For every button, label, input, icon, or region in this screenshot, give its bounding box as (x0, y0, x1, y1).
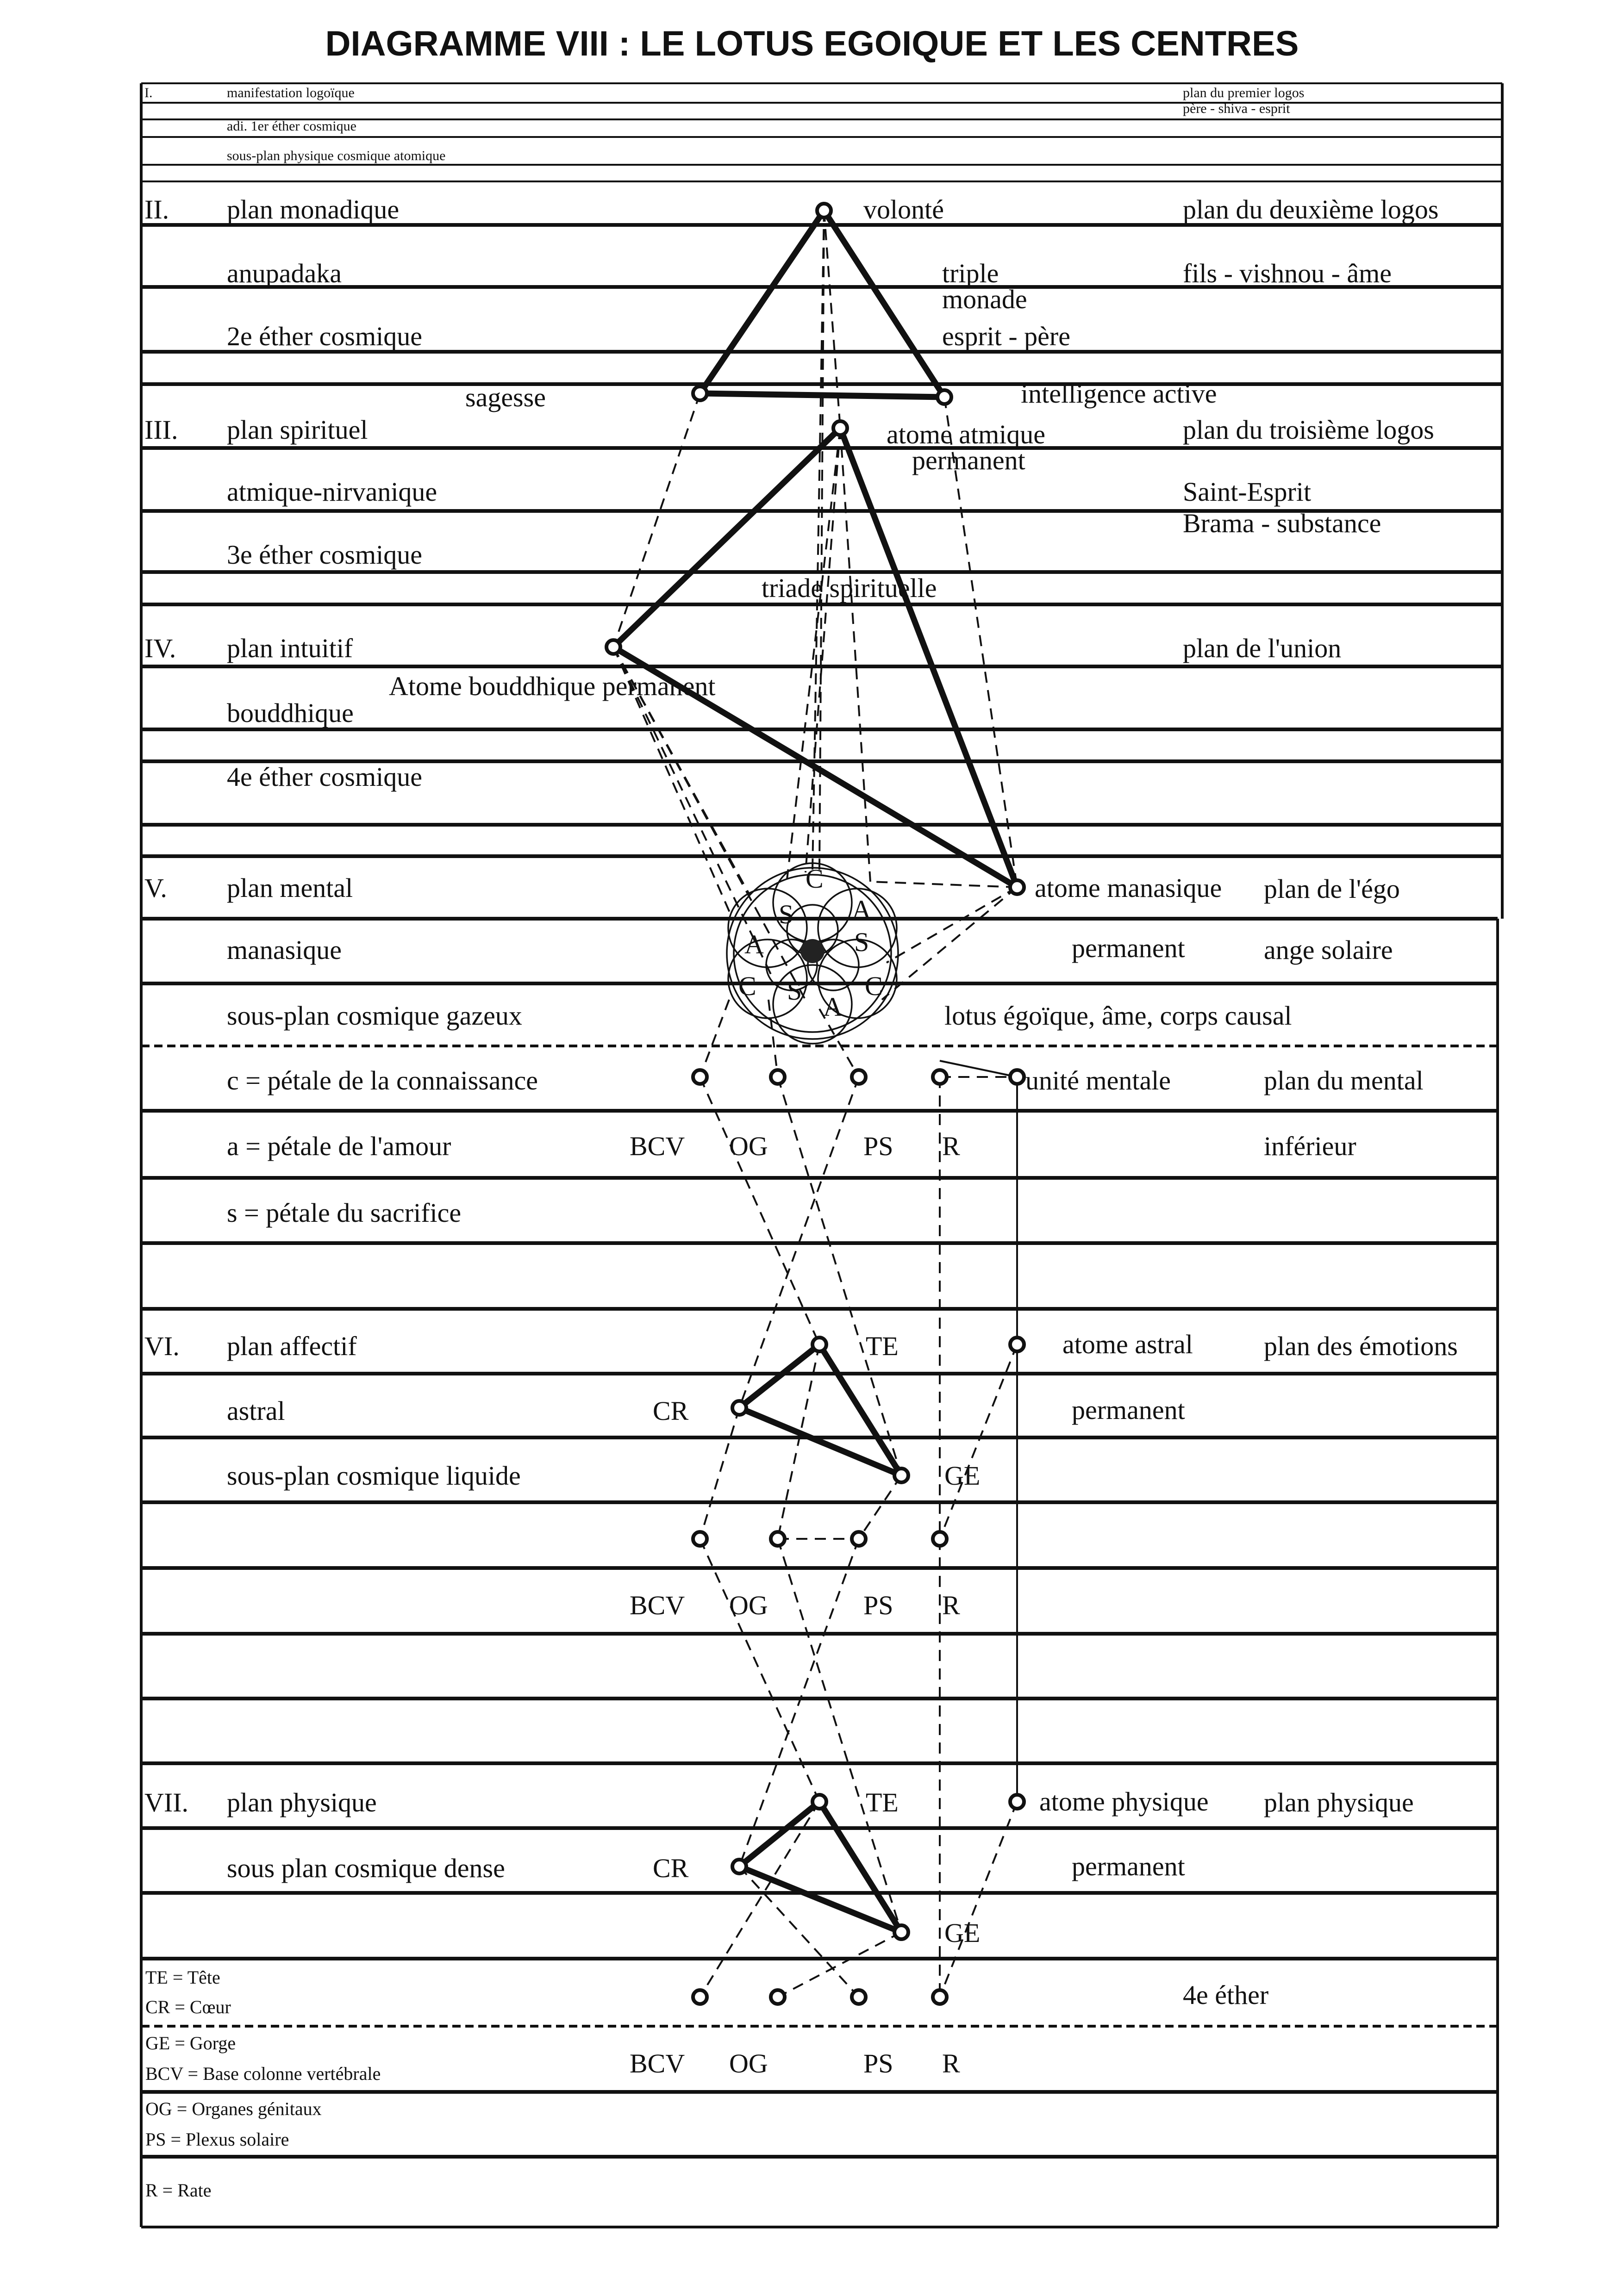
atome-astral-label: atome astral (1062, 1329, 1193, 1359)
legend (145, 1967, 381, 2201)
plane-III-right-2: Saint-Esprit (1183, 477, 1312, 507)
plane-I-line-3: sous-plan physique cosmique atomique (227, 148, 446, 163)
node-physique-te (812, 1795, 826, 1809)
atome-physique-permanent-label: permanent (1072, 1851, 1185, 1881)
plane-V-right-3: plan du mental (1264, 1065, 1424, 1095)
spiritual-triad-triangle (613, 428, 1017, 887)
plane-IV (144, 633, 1341, 792)
node-physique-og (771, 1990, 785, 2004)
node-astral-ge (894, 1468, 908, 1482)
diagram-title: DIAGRAMME VIII : LE LOTUS EGOIQUE ET LES CENTRES (325, 24, 1299, 63)
plane-I (144, 85, 1304, 163)
legend-cr: CR = Cœur (145, 1997, 231, 2017)
centre-label-bcv-astral: BCV (630, 1590, 685, 1620)
node-volonte (817, 204, 831, 218)
plane-II-numeral: II. (144, 194, 169, 224)
node-mental-ps (852, 1070, 866, 1084)
node-astral-bcv (693, 1532, 707, 1546)
physical-triangle (739, 1802, 901, 1932)
lotus-label: lotus égoïque, âme, corps causal (944, 1001, 1292, 1031)
node-mental-og (771, 1070, 785, 1084)
plane-I-line-2: adi. 1er éther cosmique (227, 118, 356, 134)
node-physique-ps (852, 1990, 866, 2004)
plane-IV-row-3: 4e éther cosmique (227, 762, 422, 792)
atome-physique-label: atome physique (1039, 1786, 1209, 1817)
plane-VII-right-1: plan physique (1264, 1787, 1414, 1817)
node-physique-r (933, 1990, 947, 2004)
plane-VI-row-2: astral (227, 1396, 285, 1426)
node-mental-r (933, 1070, 947, 1084)
node-astral-te (812, 1338, 826, 1351)
lotus-letter-a-bottom: A (823, 992, 843, 1022)
lotus-letter-a-upper-right: A (852, 895, 871, 925)
centre-label-og-mental: OG (729, 1131, 768, 1161)
lotus-letter-s-right: S (854, 927, 869, 957)
plane-VII-row-1: plan physique (227, 1787, 377, 1817)
plane-II-row-2: anupadaka (227, 258, 342, 288)
lotus-letter-s-upper-left: S (779, 899, 794, 929)
node-unite-mentale (1010, 1070, 1024, 1084)
lotus-letter-c-top: C (806, 864, 824, 894)
plane-III (144, 415, 1434, 603)
node-atome-manasique (1010, 880, 1024, 894)
atome-astral-permanent-label: permanent (1072, 1395, 1185, 1425)
plane-VI-row-1: plan affectif (227, 1331, 357, 1361)
centre-label-og-physique: OG (729, 2048, 768, 2078)
plane-IV-numeral: IV. (144, 633, 176, 663)
node-astral-cr (732, 1401, 746, 1415)
lotus-letter-c-lower-right: C (865, 971, 883, 1001)
node-physique-cr (732, 1860, 746, 1873)
centre-label-r-astral: R (942, 1590, 960, 1620)
plane-I-numeral: I. (144, 85, 153, 100)
centre-label-ps-astral: PS (863, 1590, 893, 1620)
plane-II-right-2: fils - vishnou - âme (1183, 258, 1392, 288)
lotus-letter-a-left: A (744, 929, 764, 959)
centre-label-bcv-mental: BCV (630, 1131, 685, 1161)
plane-VI-numeral: VI. (144, 1331, 180, 1361)
esprit-pere-label: esprit - père (942, 321, 1070, 351)
centre-label-ps-mental: PS (863, 1131, 893, 1161)
node-astral-og (771, 1532, 785, 1546)
node-atome-bouddhique (606, 640, 620, 654)
ether4-label: 4e éther (1183, 1980, 1269, 2010)
atome-atmique-permanent-label: permanent (912, 445, 1025, 475)
node-atome-astral (1010, 1338, 1024, 1351)
centre-label-te-physique: TE (866, 1787, 899, 1817)
node-mental-bcv (693, 1070, 707, 1084)
legend-ge: GE = Gorge (145, 2033, 236, 2053)
plane-IV-row-1: plan intuitif (227, 633, 353, 663)
plane-II-row-3: 2e éther cosmique (227, 321, 422, 351)
node-sagesse (693, 386, 707, 400)
node-astral-ps (852, 1532, 866, 1546)
node-atome-physique (1010, 1795, 1024, 1809)
plane-V-row-1: plan mental (227, 873, 353, 903)
plane-III-numeral: III. (144, 415, 178, 445)
plane-V-row-2: manasique (227, 935, 342, 965)
plane-VII-numeral: VII. (144, 1787, 189, 1817)
node-astral-r (933, 1532, 947, 1546)
centre-label-r-physique: R (942, 2048, 960, 2078)
plane-V-right-2: ange solaire (1264, 935, 1393, 965)
atome-manasique-permanent-label: permanent (1072, 933, 1185, 963)
plane-V-right-4: inférieur (1264, 1131, 1356, 1161)
plane-III-right-1: plan du troisième logos (1183, 415, 1434, 445)
plane-IV-right-1: plan de l'union (1183, 633, 1342, 663)
plane-III-right-3: Brama - substance (1183, 508, 1381, 538)
legend-bcv: BCV = Base colonne vertébrale (145, 2063, 381, 2084)
atome-manasique-label: atome manasique (1035, 873, 1222, 903)
centre-label-cr-astral: CR (653, 1396, 689, 1426)
centre-label-og-astral: OG (729, 1590, 768, 1620)
unite-mentale-label: unité mentale (1025, 1065, 1171, 1095)
plane-I-right-1: plan du premier logos (1183, 85, 1305, 100)
sagesse-label: sagesse (465, 382, 546, 412)
triple-label: triple (942, 258, 999, 288)
plane-VII-row-2: sous plan cosmique dense (227, 1853, 505, 1883)
centre-label-cr-physique: CR (653, 1853, 689, 1883)
plane-II (144, 194, 1439, 412)
legend-ps: PS = Plexus solaire (145, 2129, 289, 2150)
plane-VII (144, 1786, 1414, 2078)
centre-label-ge-astral: GE (944, 1461, 981, 1491)
legend-te: TE = Tête (145, 1967, 220, 1988)
plane-I-right-2: père - shiva - esprit (1183, 101, 1290, 116)
lotus-letter-s-bottom: S (787, 976, 802, 1006)
centre-label-r-mental: R (942, 1131, 960, 1161)
lotus-letter-c-lower-left: C (738, 971, 756, 1001)
plane-IV-row-2: bouddhique (227, 698, 354, 728)
monade-label: monade (942, 284, 1027, 314)
plane-III-row-3: 3e éther cosmique (227, 540, 422, 570)
atome-bouddhique-label: Atome bouddhique permanent (389, 671, 716, 701)
triade-label: triade spirituelle (762, 573, 937, 603)
plane-VI-right-1: plan des émotions (1264, 1331, 1458, 1361)
plane-V-right-1: plan de l'égo (1264, 874, 1400, 904)
legend-r: R = Rate (145, 2180, 212, 2201)
astral-triangle (739, 1344, 901, 1475)
node-intelligence (937, 390, 951, 404)
dashed-connections (613, 211, 1017, 1997)
centre-label-ps-physique: PS (863, 2048, 893, 2078)
plane-V-row-6: s = pétale du sacrifice (227, 1198, 462, 1228)
node-physique-ge (894, 1925, 908, 1939)
volonte-label: volonté (863, 194, 944, 224)
centre-label-te-astral: TE (866, 1331, 899, 1361)
atome-atmique-label: atome atmique (887, 419, 1046, 449)
egoic-lotus (727, 863, 898, 1044)
plane-V-row-4: c = pétale de la connaissance (227, 1065, 538, 1095)
plane-V-row-3: sous-plan cosmique gazeux (227, 1001, 522, 1031)
intelligence-label: intelligence active (1021, 379, 1217, 409)
plane-III-row-2: atmique-nirvanique (227, 477, 437, 507)
plane-VI-row-3: sous-plan cosmique liquide (227, 1461, 521, 1491)
plane-II-right-1: plan du deuxième logos (1183, 194, 1439, 224)
node-physique-bcv (693, 1990, 707, 2004)
plane-V-numeral: V. (144, 873, 167, 903)
legend-og: OG = Organes génitaux (145, 2098, 322, 2119)
plane-II-row-1: plan monadique (227, 194, 400, 224)
plane-I-line-1: manifestation logoïque (227, 85, 355, 100)
centre-label-bcv-physique: BCV (630, 2048, 685, 2078)
node-atome-atmique (833, 421, 847, 435)
plane-V-row-5: a = pétale de l'amour (227, 1131, 451, 1161)
centre-label-ge-physique: GE (944, 1918, 981, 1948)
plane-III-row-1: plan spirituel (227, 415, 368, 445)
